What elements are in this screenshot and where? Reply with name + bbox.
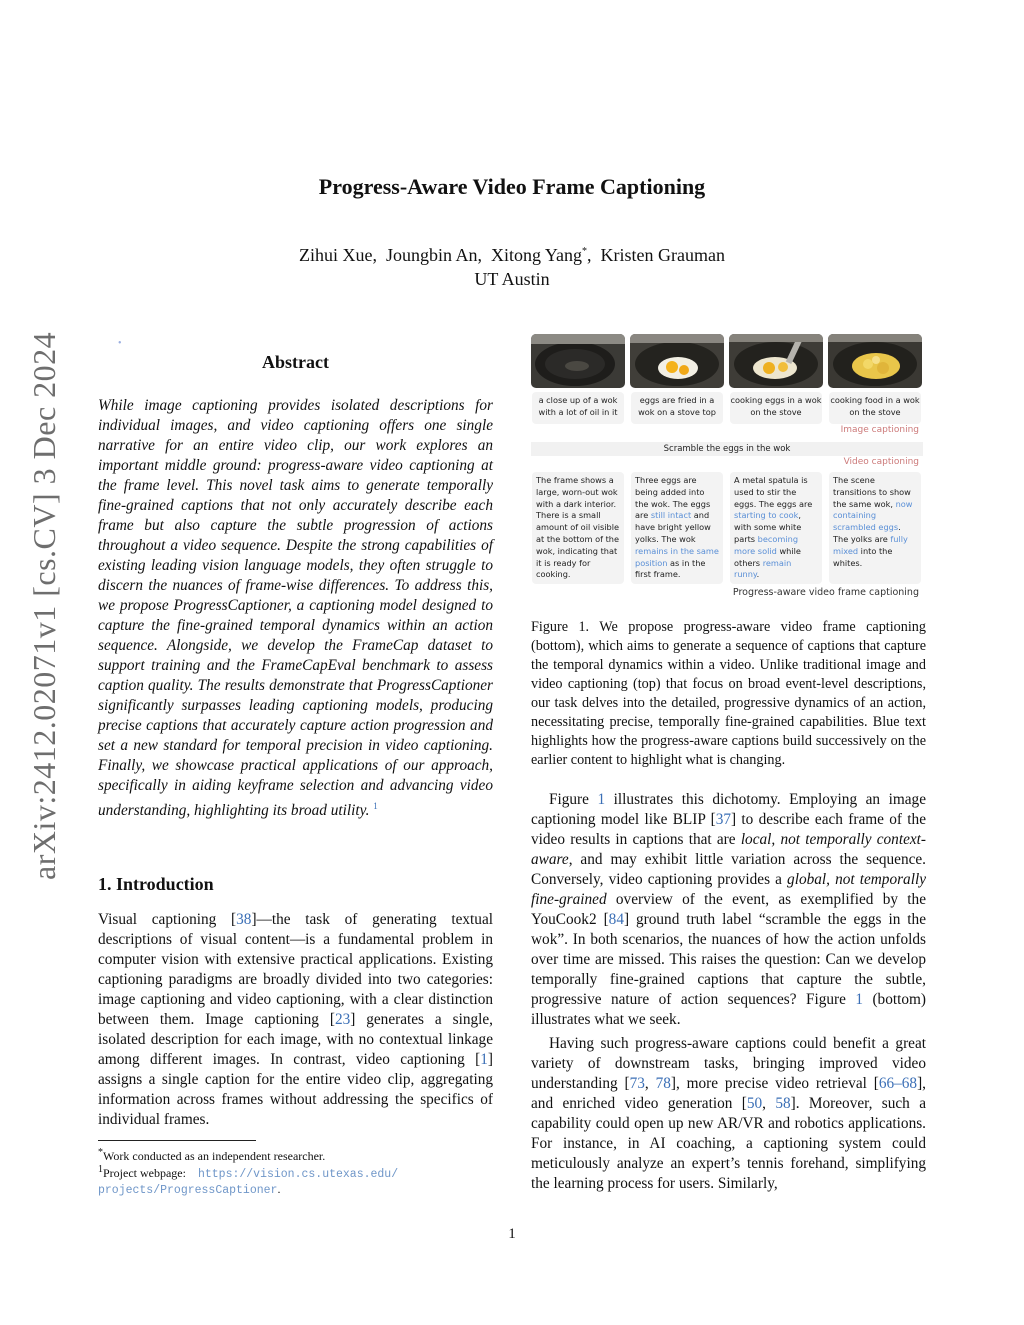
citation-23[interactable]: 23 [334,1011,351,1028]
intro-paragraph [98,910,493,1130]
footnote-1-mark: * [98,1147,103,1158]
caption-text: . [756,569,760,580]
author-block [0,240,1024,291]
progress-caption-3 [730,472,822,584]
section-heading-introduction: 1. Introduction [98,874,214,894]
author-3: Xitong Yang [491,245,583,265]
citation-66-68[interactable]: 66–68 [878,1075,918,1092]
emphasis: local, not temporally context-aware [531,831,926,868]
progress-caption-4 [829,472,921,584]
text-run: ] to describe each frame of the video results in captions that are [531,811,926,848]
text-run: (bottom) illustrates what we seek. [531,991,926,1028]
video-frame-3 [729,334,823,388]
progress-aware-label: Progress-aware video frame captioning [732,587,919,598]
footnote-2-mark: 1 [98,1164,103,1175]
highlighted-text: fully mixed [833,533,908,556]
text-run: illustrates this dichotomy. Employing an image captioning model like BLIP [ [531,791,926,828]
footnote-rule [98,1140,256,1141]
footnote-2-label: Project webpage: [103,1166,186,1180]
video-captioning-label: Video captioning [843,457,919,467]
text-run: Visual captioning [ [98,911,237,928]
footnote-2-end: . [277,1182,281,1196]
citation-58[interactable]: 58 [775,1095,791,1112]
paper-title: Progress-Aware Video Frame Captioning [318,174,706,199]
citation-38[interactable]: 38 [236,911,252,928]
figure-1 [531,334,923,604]
progress-caption-2 [631,472,723,584]
citation-1[interactable]: 1 [480,1051,488,1068]
highlighted-text: still intact [650,510,692,521]
progress-caption-1 [532,472,624,584]
highlighted-text: remain runny [734,557,792,580]
page-number: 1 [508,1226,516,1242]
right-paragraph-1 [531,790,926,1030]
text-run: ] assigns a single caption for the entire video clip, aggregating information across frames without addressing the specifics of individual frames. [98,1051,493,1128]
author-2: Joungbin An, [385,245,482,265]
highlighted-text: now containing scrambled eggs [833,498,913,533]
author-3-mark: * [582,246,588,257]
abstract-body: While image captioning provides isolated descriptions for individual images, and video captioning offers one single narrative for an entire video clip, our work explores an important middle ground: progress-aware video captioning at the frame level. This novel task aims to generate temporally fine-grained captions that not only accurately describe each frame but also capture the subtle progression of actions throughout a video sequence. Despite the strong capabilities of existing leading vision language models, they often struggle to discern the nuances of frame-wise differences. To address this, we propose ProgressCaptioner, a captioning model designed to capture the fine-grained temporal dynamics within an action sequence. Alongside, we develop the FrameCap dataset to support training and the FrameCapEval benchmark to assess caption quality. The results demonstrate that ProgressCaptioner significantly surpasses leading captioning models, producing precise captions that accurately capture action progression and set a new standard for temporal precision in video captioning. Finally, we showcase practical applications of our approach, specifically in aiding keyframe selection and advancing video understanding, highlighting its broad utility. [98,397,493,820]
caption-text: , with some white parts [734,510,802,544]
text-run: ] generates a single, isolated description for each image, with no contextual linkage among different images. In contrast, video captioning [ [98,1011,493,1068]
figure-ref-1b[interactable]: 1 [855,991,863,1008]
citation-37[interactable]: 37 [715,811,731,828]
caption-text: A metal spatula is used to stir the eggs. The eggs are [734,475,813,509]
caption-text: Three eggs are being added into the wok. The eggs are [635,475,711,521]
video-frame-1 [531,334,625,388]
author-4: Kristen Grauman [600,245,725,265]
image-caption-3: cooking eggs in a wok on the stove [730,392,822,424]
text-run: ] ground truth label “scramble the eggs in the wok”. In both scenarios, the nuances of how the action unfolds over time are missed. This raises the question: Can we develop temporally fine-grained captions that capture the subtle, progressive nature of action sequences? Figure [531,911,926,1008]
caption-text: as in the first frame. [635,557,706,580]
caption-text: and have bright yellow yolks. The wok [635,510,711,544]
text-run: ], and enriched video generation [ [531,1075,926,1112]
footnote-1-text: Work conducted as an independent researcher. [103,1149,326,1163]
image-caption-1: a close up of a wok with a lot of oil in it [532,392,624,424]
citation-78[interactable]: 78 [655,1075,671,1092]
caption-text: The scene transitions to show the same wok, [833,475,911,509]
abstract-heading: Abstract [262,352,329,372]
footnote-2 [98,1162,493,1198]
figure-ref-1[interactable]: 1 [597,791,606,808]
figure-caption: Figure 1. We propose progress-aware video frame captioning (bottom), which aims to generate a sequence of captions that capture the temporal dynamics within a video. Unlike traditional image and video captioning (top) that focus on broad event-level descriptions, our task delves into the detailed, progressive dynamics of an action, necessitating precise, temporally fine-grained capabilities. Blue text highlights how the progress-aware captions build successively on the earlier content to highlight what is changing. [531,619,926,768]
text-run: Figure [549,791,598,808]
citation-73[interactable]: 73 [629,1075,645,1092]
video-frame-4 [828,334,922,388]
text-run: , [644,1075,656,1092]
highlighted-text: starting to cook [734,510,799,521]
caption-text: while others [734,545,801,568]
highlighted-text: becoming more solid [734,533,799,556]
citation-50[interactable]: 50 [746,1095,763,1112]
emphasis: global, not temporally fine-grained [531,871,926,908]
text-run: , and may exhibit little variation across the sequence. Conversely, video captioning provides a [531,851,926,888]
text-run: , [762,1095,776,1112]
right-paragraph-2 [531,1034,926,1194]
affiliation: UT Austin [474,269,550,289]
text-run: ]—the task of generating textual descriptions of visual content—is a fundamental problem in computer vision with extensive practical applications. Existing captioning paradigms are broadly divided into two categories: image captioning and video captioning, with a clear distinction between them. Image captioning [ [98,911,493,1028]
citation-84[interactable]: 84 [608,911,624,928]
highlighted-text: remains in the same position [635,545,719,568]
project-url-link-cont[interactable]: projects/ProgressCaptioner [98,1184,278,1197]
abstract-text [98,396,493,821]
text-run: ]. Moreover, such a capability could open up new AR/VR and robotics applications. For instance, in AI coaching, a captioning system could meticulously analyze an expert’s tennis forehand, simplifying the learning process for users. Similarly, [531,1095,926,1192]
caption-text: . The yolks are [833,522,901,544]
video-caption-band: Scramble the eggs in the wok [531,442,923,456]
stray-mark: • [118,338,122,349]
image-caption-4: cooking food in a wok on the stove [829,392,921,424]
image-captioning-label: Image captioning [840,425,919,435]
project-url-link[interactable]: https://vision.cs.utexas.edu/ [197,1168,399,1181]
author-list: Zihui Xue, Joungbin An, Xitong Yang*, Kristen Grauman [298,245,725,265]
arxiv-identifier: arXiv:2412.02071v1 [cs.CV] 3 Dec 2024 [26,331,62,880]
footnote-link[interactable]: 1 [373,801,378,811]
text-run: overview of the event, as exemplified by the YouCook2 [ [531,891,926,928]
caption-text: The frame shows a large, worn-out wok with a dark interior. There is a small amount of oil visible at the bottom of the wok, indicating that it is ready for cooking. [536,475,620,580]
author-1: Zihui Xue, [298,245,377,265]
right-body [531,790,926,1194]
text-run: ], more precise video retrieval [ [670,1075,879,1092]
video-frame-2 [630,334,724,388]
image-caption-2: eggs are fried in a wok on a stove top [631,392,723,424]
caption-text: into the whites. [833,545,893,568]
text-run: Having such progress-aware captions could benefit a great variety of downstream tasks, bringing improved video understanding [ [531,1035,926,1092]
